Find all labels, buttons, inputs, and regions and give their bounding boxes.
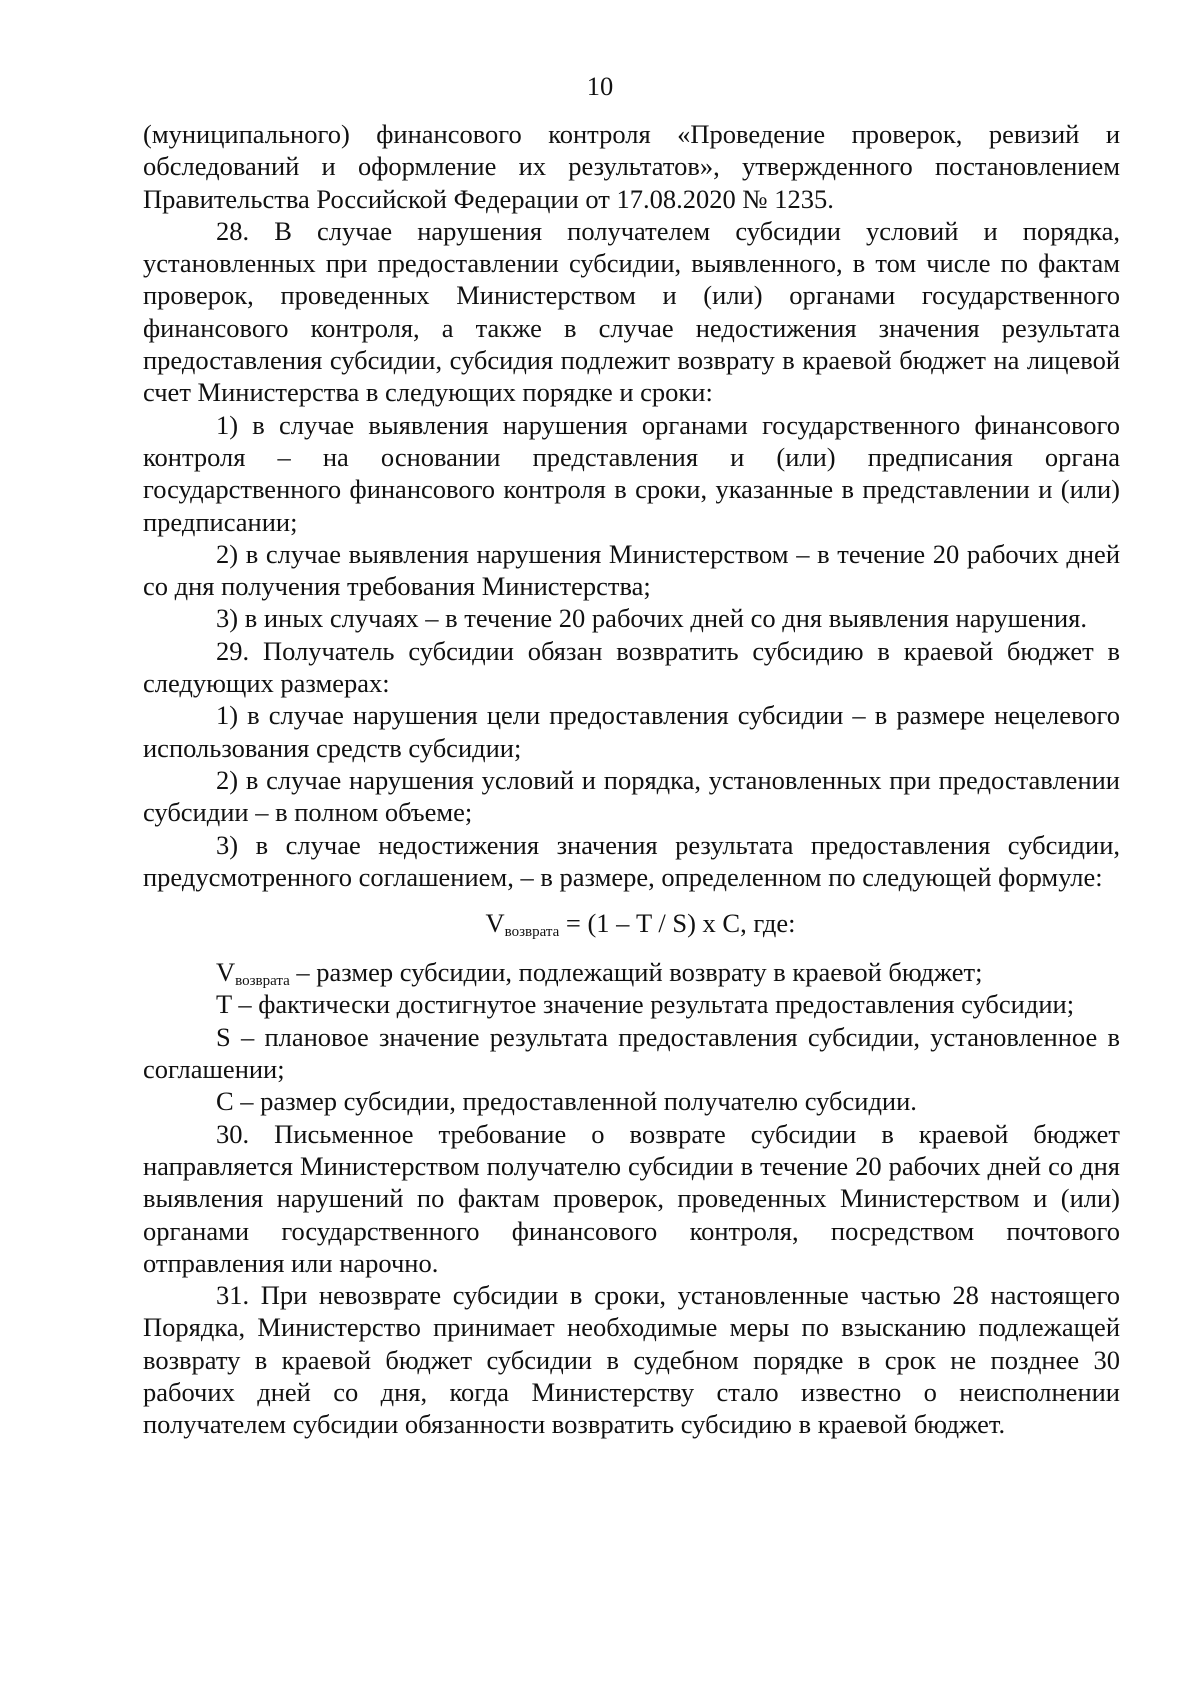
- definition-v-subscript: возврата: [235, 973, 290, 990]
- paragraph-28-item-1: 1) в случае выявления нарушения органами государственного финансового контроля – на основании представления и (или) предписания органа государственного финансового контроля в сроки, указанные в представлении и (или) предписании;: [143, 409, 1120, 537]
- return-formula: [143, 893, 1120, 956]
- page-number: 10: [586, 71, 614, 101]
- definition-t: T – фактически достигнутое значение результата предоставления субсидии;: [216, 989, 1075, 1020]
- paragraph-28-item-3: 3) в иных случаях – в течение 20 рабочих дней со дня выявления нарушения.: [216, 603, 1087, 634]
- document-body: [143, 118, 1120, 1441]
- paragraph-29-item-2: 2) в случае нарушения условий и порядка, установленных при предоставлении субсидии – в полном объеме;: [143, 764, 1120, 828]
- paragraph-30: 30. Письменное требование о возврате субсидии в краевой бюджет направляется Министерством получателю субсидии в течение 20 рабочих дней со дня выявления нарушений по фактам проверок, проведенных Министерством и (или) органами государственного финансового контроля, посредством почтового отправления или нарочно.: [143, 1118, 1120, 1278]
- paragraph-31: 31. При невозврате субсидии в сроки, установленные частью 28 настоящего Порядка, Министерство принимает необходимые меры по взысканию подлежащей возврату в краевой бюджет субсидии в судебном порядке в срок не позднее 30 рабочих дней со дня, когда Министерству стало известно о неисполнении получателем субсидии обязанности возвратить субсидию в краевой бюджет.: [143, 1280, 1120, 1440]
- definition-v: [143, 956, 1120, 988]
- formula-subscript: возврата: [504, 924, 560, 941]
- paragraph-29-item-1: 1) в случае нарушения цели предоставления субсидии – в размере нецелевого использования средств субсидии;: [143, 700, 1120, 763]
- definition-s: S – плановое значение результата предоставления субсидии, установленное в соглашении;: [143, 1021, 1120, 1085]
- paragraph-29: 29. Получатель субсидии обязан возвратить субсидию в краевой бюджет в следующих размерах:: [143, 635, 1120, 699]
- paragraph-28: 28. В случае нарушения получателем субсидии условий и порядка, установленных при предоставлении субсидии, выявленного, в том числе по фактам проверок, проведенных Министерством и (или) органами государственного финансового контроля, а также в случае недостижения значения результата предоставления субсидии, субсидия подлежит возврату в краевой бюджет на лицевой счет Министерства в следующих порядке и сроки:: [143, 215, 1120, 408]
- formula-expression: = (1 – T / S) x C, где:: [559, 908, 796, 939]
- definition-v-symbol: V: [216, 957, 236, 988]
- definition-c: C – размер субсидии, предоставленной получателю субсидии.: [216, 1086, 917, 1117]
- definition-v-text: – размер субсидии, подлежащий возврату в краевой бюджет;: [289, 957, 983, 988]
- paragraph-28-item-2: 2) в случае выявления нарушения Министерством – в течение 20 рабочих дней со дня получения требования Министерства;: [143, 538, 1120, 602]
- formula-symbol: V: [485, 908, 505, 939]
- paragraph-continuation: (муниципального) финансового контроля «Проведение проверок, ревизий и обследований и оформление их результатов», утвержденного постановлением Правительства Российской Федерации от 17.08.2020 № 1235.: [143, 119, 1120, 214]
- paragraph-29-item-3: 3) в случае недостижения значения результата предоставления субсидии, предусмотренного соглашением, – в размере, определенном по следующей формуле:: [143, 829, 1120, 892]
